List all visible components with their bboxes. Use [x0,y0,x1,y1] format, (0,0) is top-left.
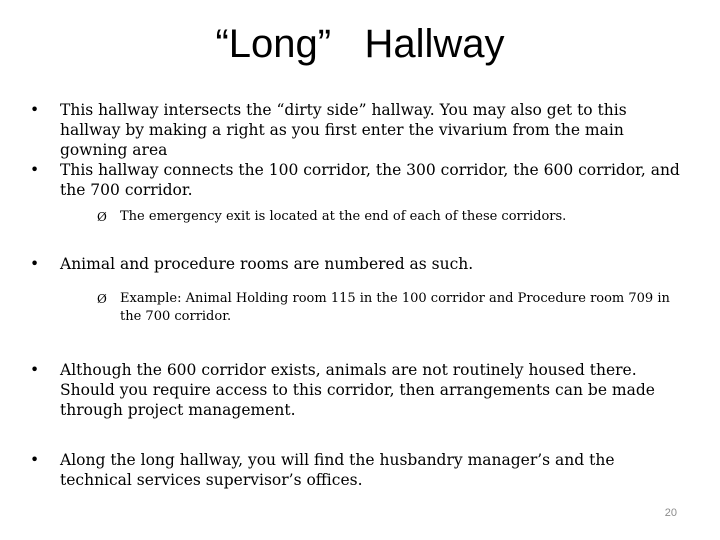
bullet-text: Along the long hallway, you will find the husbandry manager’s and the technical services supervisor’s offices. [60,451,615,489]
slide-title: “Long” Hallway [215,22,505,66]
bullet-item [30,450,690,490]
bullet-dot-icon: • [30,361,40,379]
bullet-text: Although the 600 corridor exists, animals are not routinely housed there. Should you require access to this corridor, then arrangements can be made through project management. [60,361,655,419]
bullet-item [30,360,690,420]
bullet-dot-icon: • [30,161,40,179]
bullet-item [30,254,690,274]
sub-bullet-item [30,208,690,226]
bullet-dot-icon: • [30,255,40,273]
bullet-text: This hallway intersects the “dirty side” hallway. You may also get to this hallway by making a right as you first enter the vivarium from the main gowning area [60,101,627,159]
bullet-item [30,160,690,200]
bullet-dot-icon: • [30,451,40,469]
sub-bullet-text: The emergency exit is located at the end of each of these corridors. [120,209,567,224]
sub-bullet-text: Example: Animal Holding room 115 in the 100 corridor and Procedure room 709 in the 700 corridor. [120,291,670,324]
page-number: 20 [664,507,677,519]
arrow-bullet-icon: Ø [97,292,107,306]
bullet-text: Animal and procedure rooms are numbered as such. [60,255,474,273]
bullet-item [30,100,690,160]
sub-bullet-item [30,290,690,326]
bullet-text: This hallway connects the 100 corridor, the 300 corridor, the 600 corridor, and the 700 corridor. [60,161,680,199]
bullet-dot-icon: • [30,101,40,119]
slide-content [30,100,690,490]
arrow-bullet-icon: Ø [97,210,107,224]
